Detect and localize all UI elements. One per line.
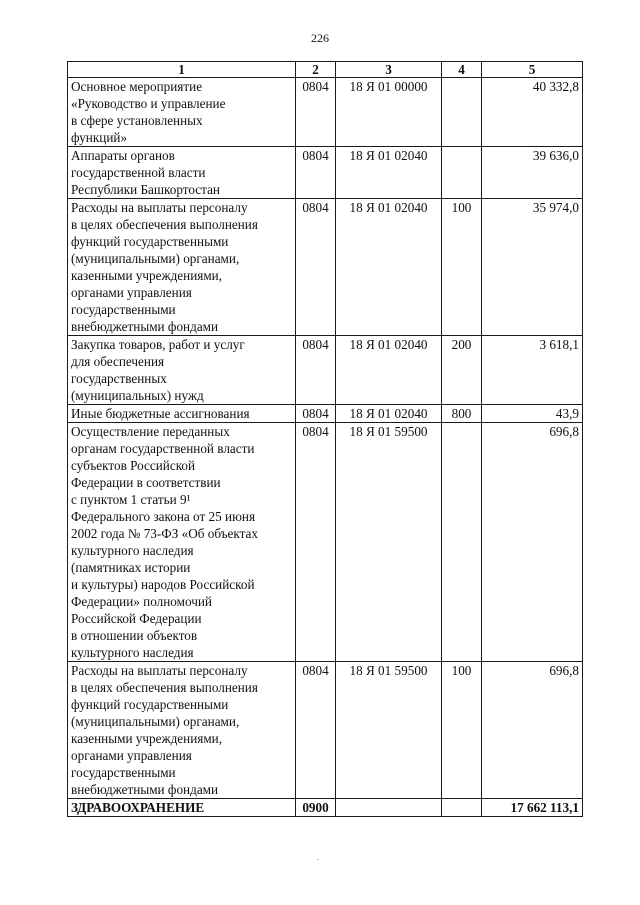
row-amount: 40 332,8 [482, 78, 583, 147]
table-row [68, 199, 583, 336]
table-row [68, 147, 583, 199]
row-section: 0804 [296, 147, 336, 199]
row-name-line: (муниципальных) нужд [71, 388, 204, 403]
row-name-line: культурного наследия [71, 645, 194, 660]
header-row [68, 62, 583, 78]
row-name-line: в целях обеспечения выполнения [71, 217, 258, 232]
row-name-line: для обеспечения [71, 354, 165, 369]
budget-table [67, 61, 583, 817]
row-name-line: Аппараты органов [71, 148, 175, 163]
row-name-line: государственными [71, 302, 176, 317]
page-number: 226 [311, 31, 329, 45]
row-amount: 696,8 [482, 662, 583, 799]
row-name-line: Основное мероприятие [71, 79, 203, 94]
footer-mark: . [317, 852, 320, 862]
table-row [68, 78, 583, 147]
column-header: 2 [296, 62, 336, 78]
row-amount: 3 618,1 [482, 336, 583, 405]
row-section: 0804 [296, 78, 336, 147]
row-target-code: 18 Я 01 02040 [336, 147, 442, 199]
column-header: 1 [68, 62, 296, 78]
row-target-code: 18 Я 01 59500 [336, 662, 442, 799]
row-name-line: в сфере установленных [71, 113, 203, 128]
row-section: 0804 [296, 199, 336, 336]
row-name-line: и культуры) народов Российской [71, 577, 255, 592]
row-name-line: государственной власти [71, 165, 206, 180]
row-name-line: внебюджетными фондами [71, 782, 219, 797]
row-name [68, 336, 296, 405]
total-amount: 17 662 113,1 [482, 799, 583, 817]
row-name-line: казенными учреждениями, [71, 731, 223, 746]
row-section: 0804 [296, 423, 336, 662]
row-name-line: с пунктом 1 статьи 9¹ [71, 492, 191, 507]
row-name-line: органами управления [71, 748, 192, 763]
row-name-line: Осуществление переданных [71, 424, 230, 439]
row-section: 0804 [296, 336, 336, 405]
row-name-line: Иные бюджетные ассигнования [71, 406, 250, 421]
row-target-code: 18 Я 01 02040 [336, 405, 442, 423]
row-name-line: государственных [71, 371, 167, 386]
row-expense-type [442, 78, 482, 147]
row-section: 0804 [296, 662, 336, 799]
row-name-line: (муниципальными) органами, [71, 251, 240, 266]
column-header: 3 [336, 62, 442, 78]
row-name-line: Республики Башкортостан [71, 182, 220, 197]
table-row [68, 662, 583, 799]
row-name-line: внебюджетными фондами [71, 319, 219, 334]
row-name-line: (муниципальными) органами, [71, 714, 240, 729]
table-row [68, 336, 583, 405]
row-name-line: Закупка товаров, работ и услуг [71, 337, 245, 352]
row-target-code: 18 Я 01 02040 [336, 199, 442, 336]
row-name-line: органам государственной власти [71, 441, 255, 456]
row-name-line: органами управления [71, 285, 192, 300]
row-target-code: 18 Я 01 59500 [336, 423, 442, 662]
column-header: 4 [442, 62, 482, 78]
row-name-line: функций государственными [71, 234, 229, 249]
row-name-line: субъектов Российской [71, 458, 196, 473]
row-name [68, 147, 296, 199]
row-name-line: Расходы на выплаты персоналу [71, 200, 248, 215]
total-target [336, 799, 442, 817]
total-row [68, 799, 583, 817]
total-expense-type [442, 799, 482, 817]
column-header: 5 [482, 62, 583, 78]
row-name-line: Федерации» полномочий [71, 594, 212, 609]
row-expense-type: 200 [442, 336, 482, 405]
row-target-code: 18 Я 01 02040 [336, 336, 442, 405]
row-name [68, 423, 296, 662]
total-section: 0900 [296, 799, 336, 817]
row-amount: 35 974,0 [482, 199, 583, 336]
row-target-code: 18 Я 01 00000 [336, 78, 442, 147]
row-name-line: Российской Федерации [71, 611, 202, 626]
row-name-line: «Руководство и управление [71, 96, 226, 111]
row-name-line: 2002 года № 73-ФЗ «Об объектах [71, 526, 258, 541]
total-name: ЗДРАВООХРАНЕНИЕ [68, 799, 296, 817]
row-name-line: Федерального закона от 25 июня [71, 509, 256, 524]
row-name [68, 405, 296, 423]
row-name [68, 199, 296, 336]
row-name-line: функций государственными [71, 697, 229, 712]
table-row [68, 423, 583, 662]
row-name-line: культурного наследия [71, 543, 194, 558]
row-name-line: государственными [71, 765, 176, 780]
row-name [68, 662, 296, 799]
row-amount: 696,8 [482, 423, 583, 662]
row-amount: 39 636,0 [482, 147, 583, 199]
row-name-line: казенными учреждениями, [71, 268, 223, 283]
row-amount: 43,9 [482, 405, 583, 423]
row-expense-type: 800 [442, 405, 482, 423]
table-body [68, 78, 583, 799]
row-name [68, 78, 296, 147]
row-expense-type: 100 [442, 662, 482, 799]
row-name-line: функций» [71, 130, 128, 145]
row-expense-type: 100 [442, 199, 482, 336]
row-name-line: (памятниках истории [71, 560, 191, 575]
row-expense-type [442, 423, 482, 662]
row-section: 0804 [296, 405, 336, 423]
table-row [68, 405, 583, 423]
row-name-line: Федерации в соответствии [71, 475, 221, 490]
row-expense-type [442, 147, 482, 199]
row-name-line: в отношении объектов [71, 628, 198, 643]
row-name-line: Расходы на выплаты персоналу [71, 663, 248, 678]
row-name-line: в целях обеспечения выполнения [71, 680, 258, 695]
